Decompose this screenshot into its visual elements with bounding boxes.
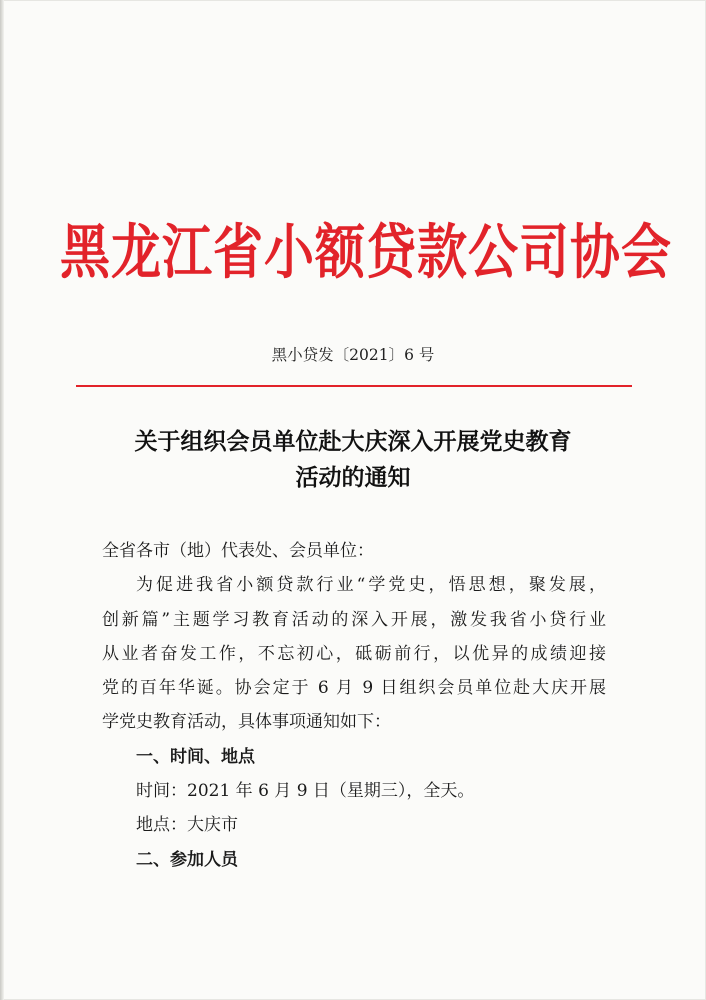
section-heading-participants: 二、参加人员 [136,849,238,870]
scan-edge [0,0,4,1000]
paragraph-line: 从业者奋发工作，不忘初心，砥砺前行，以优异的成绩迎接 [102,643,606,664]
paragraph-line: 创新篇”主题学习教育活动的深入开展，激发我省小贷行业 [102,609,606,630]
time-line: 时间：2021 年 6 月 9 日（星期三），全天。 [136,781,475,802]
salutation: 全省各市（地）代表处、会员单位： [102,541,374,561]
paragraph-line: 党的百年华诞。协会定于 6 月 9 日组织会员单位赴大庆开展 [102,678,606,699]
section-heading-time-place: 一、时间、地点 [136,746,255,767]
paragraph-line: 为促进我省小额贷款行业“学党史，悟思想，聚发展， [136,575,606,596]
notice-title-line-1: 关于组织会员单位赴大庆深入开展党史教育 [134,428,572,455]
notice-title-line-2: 活动的通知 [295,464,411,491]
notice-body [102,534,606,877]
notice-title [60,424,646,496]
organization-letterhead: 黑龙江省小额贷款公司协会 [60,217,672,287]
document-number: 黑小贷发〔2021〕6 号 [271,346,435,364]
place-line: 地点：大庆市 [136,815,238,836]
paragraph-line: 学党史教育活动，具体事项通知如下： [102,712,391,733]
letterhead-red-rule [76,385,632,387]
